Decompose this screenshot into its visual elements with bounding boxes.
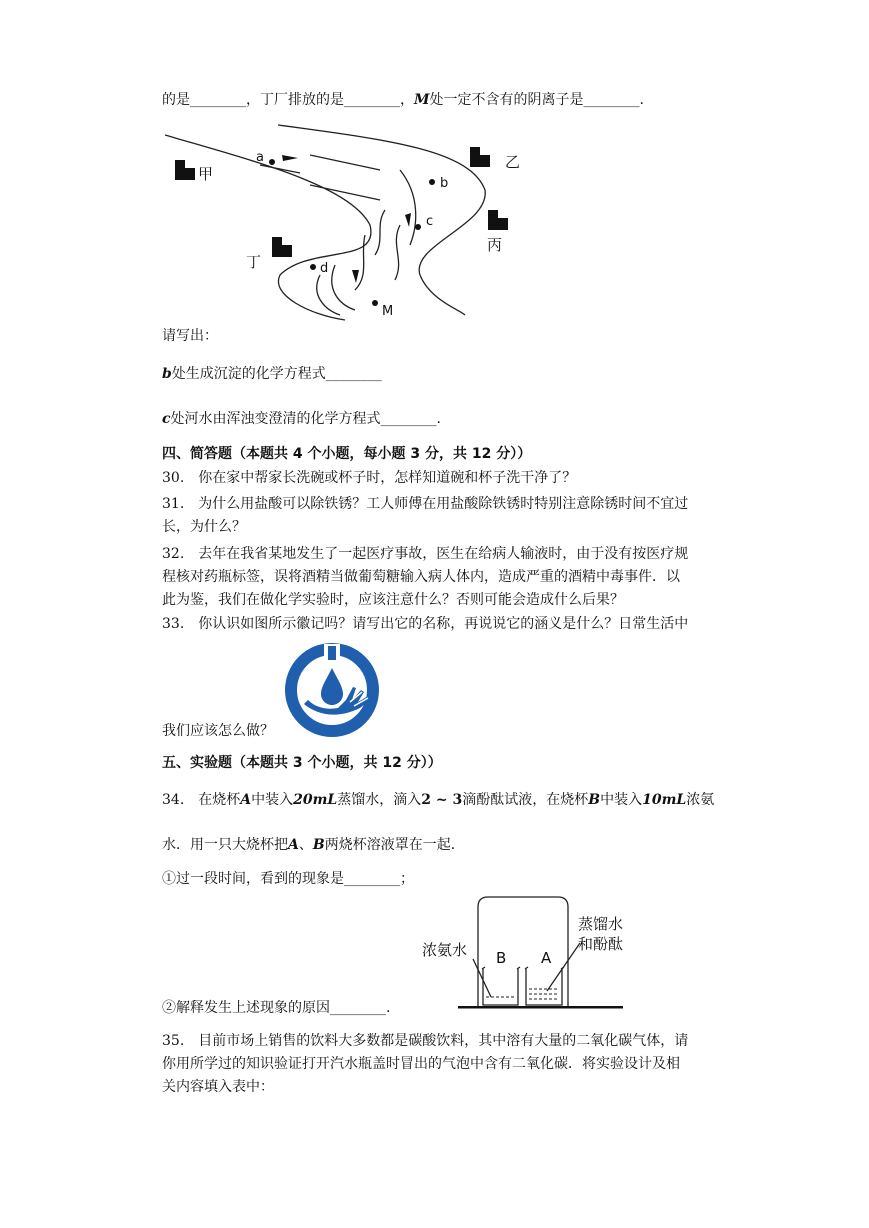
label-b: b [440, 176, 449, 191]
text-fragment: ， [400, 92, 414, 108]
text-fragment: ②解释发生上述现象的原因 [162, 1000, 330, 1016]
answer-blank: ________ [583, 92, 640, 108]
flow-line [395, 225, 400, 280]
question-33-line-2: 我们应该怎么做？ [162, 723, 274, 739]
point-d [310, 264, 316, 270]
point-c [415, 224, 421, 230]
write-prompt: 请写出： [162, 328, 218, 344]
text-fragment: . [639, 92, 644, 108]
water-saving-emblem [284, 642, 380, 738]
question-32-line-1: 32. 去年在我省某地发生了一起医疗事故，医生在给病人输液时，由于没有按医疗规 [162, 546, 689, 562]
text-fragment: ①过一段时间，看到的现象是 [162, 871, 344, 887]
pointer-water [547, 943, 580, 991]
label-ammonia: 浓氨水 [422, 941, 468, 959]
factory-icon-ding [272, 237, 292, 257]
text-fragment: 、 [298, 837, 313, 853]
label-water-line-1: 蒸馏水 [578, 915, 624, 933]
text-fragment: 的是 [162, 92, 190, 108]
question-34-line-1 [162, 789, 714, 809]
text-fragment: 处河水由浑浊变澄清的化学方程式 [170, 411, 381, 427]
large-beaker [478, 897, 568, 1006]
pointer-ammonia [473, 959, 491, 997]
variable-c: c [162, 411, 171, 427]
text-fragment: 中装入 [600, 792, 643, 808]
text-fragment: ，丁厂排放的是 [246, 92, 344, 108]
river-bank-inner [278, 125, 485, 315]
question-31-line-2: 长，为什么？ [162, 519, 246, 535]
variable-b: b [162, 366, 172, 382]
label-beaker-a: A [541, 949, 552, 967]
flow-arrow [282, 155, 298, 161]
question-32-line-2: 程核对药瓶标签，误将酒精当做葡萄糖输入病人体内，造成严重的酒精中毒事件．以 [162, 569, 680, 585]
question-34-sub-1 [162, 868, 414, 888]
text-fragment: 蒸馏水，滴入 [337, 792, 422, 808]
question-30: 30. 你在家中帮家长洗碗或杯子时，怎样知道碗和杯子洗干净了？ [162, 470, 577, 486]
label-yi: 乙 [505, 153, 521, 171]
variable-m: M [414, 92, 430, 108]
answer-blank: ________ [330, 1000, 386, 1016]
text-fragment: 处一定不含有的阴离子是 [429, 92, 584, 108]
answer-blank: ________ [190, 92, 246, 108]
text-fragment: 水．用一只大烧杯把 [162, 837, 288, 853]
variable-b: B [588, 792, 601, 808]
flow-line [310, 155, 380, 170]
question-35-line-1: 35. 目前市场上销售的饮料大多数都是碳酸饮料，其中溶有大量的二氧化碳气体，请 [162, 1033, 689, 1049]
text-fragment: . [436, 411, 441, 427]
question-31-line-1: 31. 为什么用盐酸可以除铁锈？工人师傅在用盐酸除铁锈时特别注意除锈时间不宜过 [162, 496, 689, 512]
answer-blank: ________ [380, 411, 437, 427]
river-diagram [160, 115, 530, 325]
answer-blank: ________ [325, 366, 382, 382]
beaker-a [526, 969, 562, 1005]
beaker-b [483, 969, 518, 1005]
flow-line [375, 210, 385, 255]
water-drop-icon [321, 668, 343, 705]
text-fragment: 浓氨 [686, 792, 715, 808]
volume-20ml: 20mL [293, 792, 338, 808]
drop-range: 2 ~ 3 [421, 792, 463, 808]
answer-blank: ________ [344, 871, 400, 887]
answer-blank: ________ [344, 92, 400, 108]
label-jia: 甲 [198, 165, 214, 183]
point-m [372, 300, 378, 306]
variable-a: A [288, 837, 299, 853]
question-34-line-2 [162, 834, 465, 854]
label-beaker-b: B [496, 949, 507, 967]
flow-line [400, 170, 416, 245]
question-33-line-1: 33. 你认识如图所示徽记吗？请写出它的名称，再说说它的涵义是什么？日常生活中 [162, 616, 689, 632]
label-a: a [256, 150, 264, 165]
text-fragment: . [386, 1000, 391, 1016]
table-surface [458, 1006, 623, 1009]
continued-question-line [162, 89, 644, 109]
label-bing: 丙 [487, 236, 503, 254]
beaker-diagram [420, 893, 630, 1013]
label-ding: 丁 [246, 253, 262, 271]
label-water-line-2: 和酚酞 [578, 935, 624, 953]
flow-line [355, 235, 365, 290]
point-b [429, 179, 435, 185]
flow-arrow [405, 213, 411, 227]
flow-arrow [352, 270, 359, 283]
text-fragment: 中装入 [251, 792, 294, 808]
question-c-line [162, 408, 441, 428]
river-bank-outer [165, 135, 371, 320]
section-5-title: 五、实验题（本题共 3 个小题，共 12 分）） [162, 755, 442, 771]
question-34-sub-2 [162, 997, 390, 1017]
volume-10ml: 10mL [642, 792, 687, 808]
variable-a: A [240, 792, 252, 808]
label-c: c [426, 214, 434, 229]
flow-line [260, 165, 300, 173]
flow-line [310, 185, 380, 200]
question-35-line-2: 你用所学过的知识验证打开汽水瓶盖时冒出的气泡中含有二氧化碳．将实验设计及相 [162, 1056, 680, 1072]
section-4-title: 四、简答题（本题共 4 个小题，每小题 3 分，共 12 分）） [162, 446, 532, 462]
label-d: d [320, 261, 329, 276]
factory-icon-jia [175, 160, 195, 180]
variable-b: B [312, 837, 325, 853]
text-fragment: 两烧杯溶液罩在一起． [324, 837, 465, 853]
factory-icon-yi [470, 147, 490, 167]
text-fragment: 滴酚酞试液，在烧杯 [462, 792, 589, 808]
text-fragment: 处生成沉淀的化学方程式 [171, 366, 326, 382]
factory-icon-bing [488, 210, 508, 230]
question-35-line-3: 关内容填入表中： [162, 1079, 274, 1095]
flow-line [317, 275, 340, 315]
point-a [269, 159, 275, 165]
label-m: M [382, 304, 394, 319]
flow-line [332, 265, 355, 310]
text-fragment: ； [400, 871, 414, 887]
question-b-line [162, 363, 382, 383]
text-fragment: 34. 在烧杯 [162, 792, 241, 808]
question-32-line-3: 此为鉴，我们在做化学实验时，应该注意什么？否则可能会造成什么后果？ [162, 592, 624, 608]
